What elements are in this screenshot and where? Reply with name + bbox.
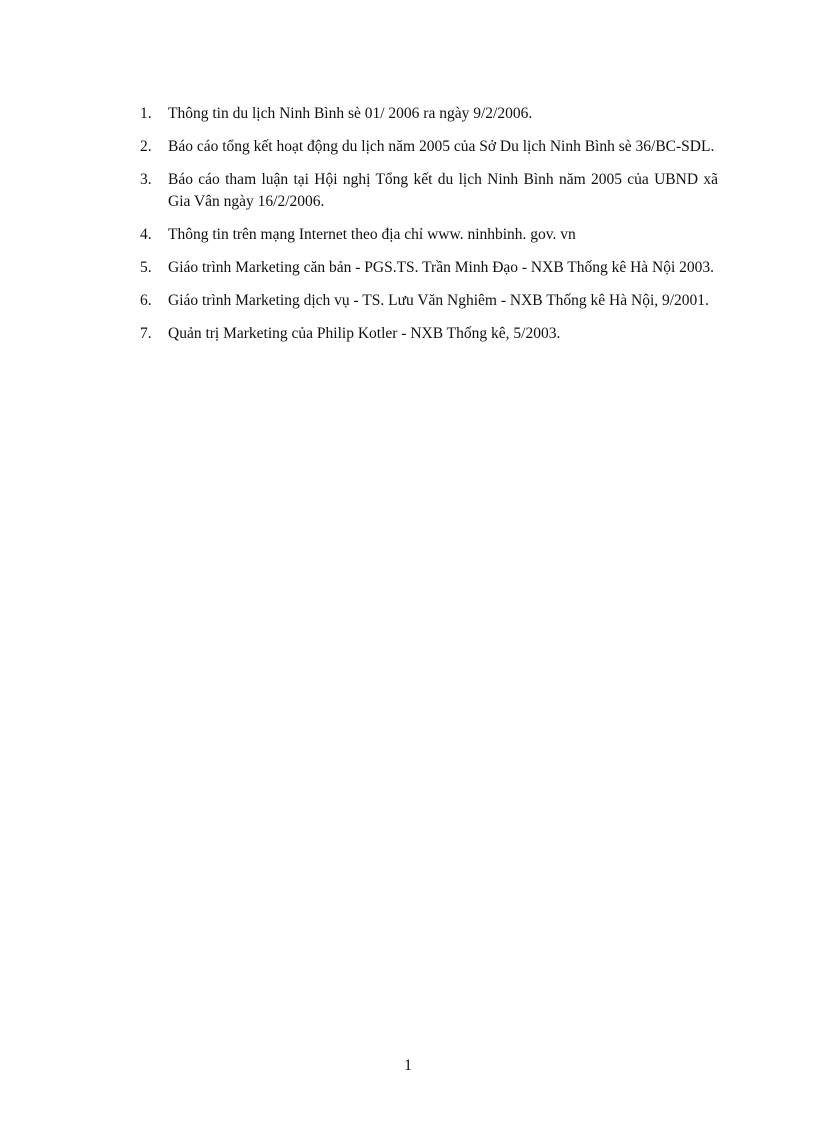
reference-number: 3. bbox=[140, 171, 152, 188]
reference-item bbox=[140, 323, 718, 345]
reference-item bbox=[140, 224, 718, 246]
reference-number: 4. bbox=[140, 226, 152, 243]
reference-text: Báo cáo tổng kết hoạt động du lịch năm 2005 của Sở Du lịch Ninh Bình sè 36/BC-SDL. bbox=[168, 138, 715, 155]
page-number: 1 bbox=[404, 1057, 412, 1074]
reference-number: 7. bbox=[140, 325, 152, 342]
reference-text: Báo cáo tham luận tại Hội nghị Tổng kết du lịch Ninh Bình năm 2005 của UBND xã Gia Vân ngày 16/2/2006. bbox=[168, 171, 718, 210]
reference-number: 1. bbox=[140, 105, 152, 122]
reference-number: 2. bbox=[140, 138, 152, 155]
reference-item bbox=[140, 103, 718, 125]
reference-text: Thông tin du lịch Ninh Bình sè 01/ 2006 ra ngày 9/2/2006. bbox=[168, 105, 533, 122]
reference-item bbox=[140, 136, 718, 158]
reference-item bbox=[140, 257, 718, 279]
reference-item bbox=[140, 290, 718, 312]
reference-text: Giáo trình Marketing dịch vụ - TS. Lưu Văn Nghiêm - NXB Thống kê Hà Nội, 9/2001. bbox=[168, 292, 709, 309]
reference-list bbox=[140, 103, 718, 356]
reference-number: 6. bbox=[140, 292, 152, 309]
reference-text: Quản trị Marketing của Philip Kotler - NXB Thống kê, 5/2003. bbox=[168, 325, 561, 342]
reference-text: Giáo trình Marketing căn bản - PGS.TS. Trần Minh Đạo - NXB Thống kê Hà Nội 2003. bbox=[168, 259, 715, 276]
reference-item bbox=[140, 169, 718, 213]
reference-number: 5. bbox=[140, 259, 152, 276]
reference-text: Thông tin trên mạng Internet theo địa chỉ www. ninhbinh. gov. vn bbox=[168, 226, 576, 243]
